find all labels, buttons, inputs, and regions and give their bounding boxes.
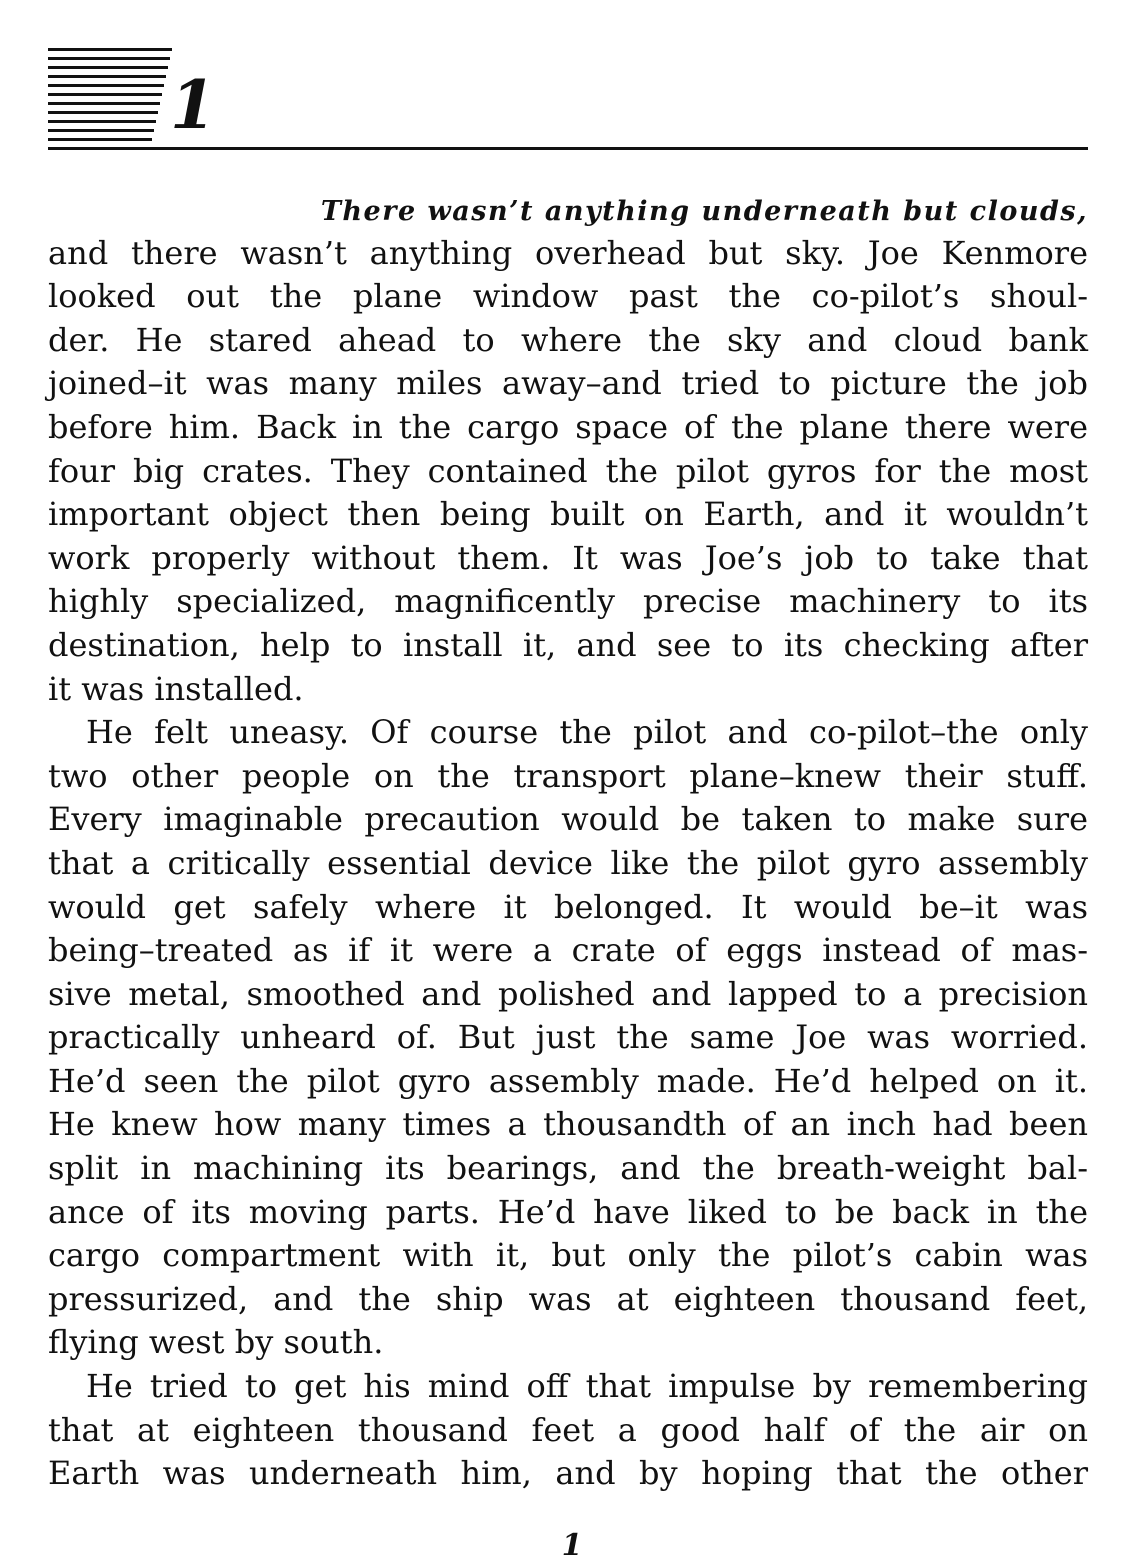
text-line: two other people on the transport plane–knew their stuff. [48,756,1088,795]
paragraph-3 [48,1365,1088,1496]
page-number: 1 [561,1528,583,1563]
text-line: He tried to get his mind off that impulse by remembering [86,1367,1088,1406]
text-line: highly specialized, magnificently precise machinery to its [48,582,1088,621]
text-line: der. He stared ahead to where the sky and cloud bank [48,320,1088,359]
chapter-header [48,44,1088,154]
lead-in-phrase: There wasn’t anything underneath but clouds, [320,196,1088,227]
chapter-number: 1 [170,66,216,144]
text-line: sive metal, smoothed and polished and lapped to a precision [48,974,1088,1013]
paragraph-2 [48,711,1088,1365]
text-line: ance of its moving parts. He’d have liked to be back in the [48,1192,1088,1231]
text-line: looked out the plane window past the co-pilot’s shoul- [48,277,1088,316]
text-line: four big crates. They contained the pilot gyros for the most [48,451,1088,490]
text-line: He’d seen the pilot gyro assembly made. He’d helped on it. [48,1061,1088,1100]
text-line: before him. Back in the cargo space of the plane there were [48,407,1088,446]
chapter-rule [48,147,1088,150]
text-line: joined–it was many miles away–and tried to picture the job [48,364,1088,403]
text-line: split in machining its bearings, and the breath-weight bal- [48,1149,1088,1188]
text-line: cargo compartment with it, but only the pilot’s cabin was [48,1236,1088,1275]
text-line: work properly without them. It was Joe’s job to take that [48,538,1088,577]
text-line: would get safely where it belonged. It would be–it was [48,887,1088,926]
chapter-ornament [48,44,174,148]
text-line: and there wasn’t anything overhead but sky. Joe Kenmore [48,233,1088,272]
text-line: that a critically essential device like the pilot gyro assembly [48,843,1088,882]
text-line: Every imaginable precaution would be taken to make sure [48,800,1088,839]
text-line: pressurized, and the ship was at eighteen thousand feet, [48,1279,1088,1318]
text-line: being–treated as if it were a crate of eggs instead of mas- [48,931,1088,970]
text-line: that at eighteen thousand feet a good half of the air on [48,1410,1088,1449]
text-line: destination, help to install it, and see to its checking after [48,625,1088,664]
text-line: it was installed. [48,669,304,708]
text-line: practically unheard of. But just the same Joe was worried. [48,1018,1088,1057]
text-line: Earth was underneath him, and by hoping that the other [48,1454,1088,1493]
text-line: He felt uneasy. Of course the pilot and co-pilot–the only [86,713,1088,752]
text-line: flying west by south. [48,1323,384,1362]
text-line: He knew how many times a thousandth of an inch had been [48,1105,1088,1144]
text-line: important object then being built on Earth, and it wouldn’t [48,495,1088,534]
paragraph-1 [48,232,1088,712]
body-text [48,188,1088,1496]
